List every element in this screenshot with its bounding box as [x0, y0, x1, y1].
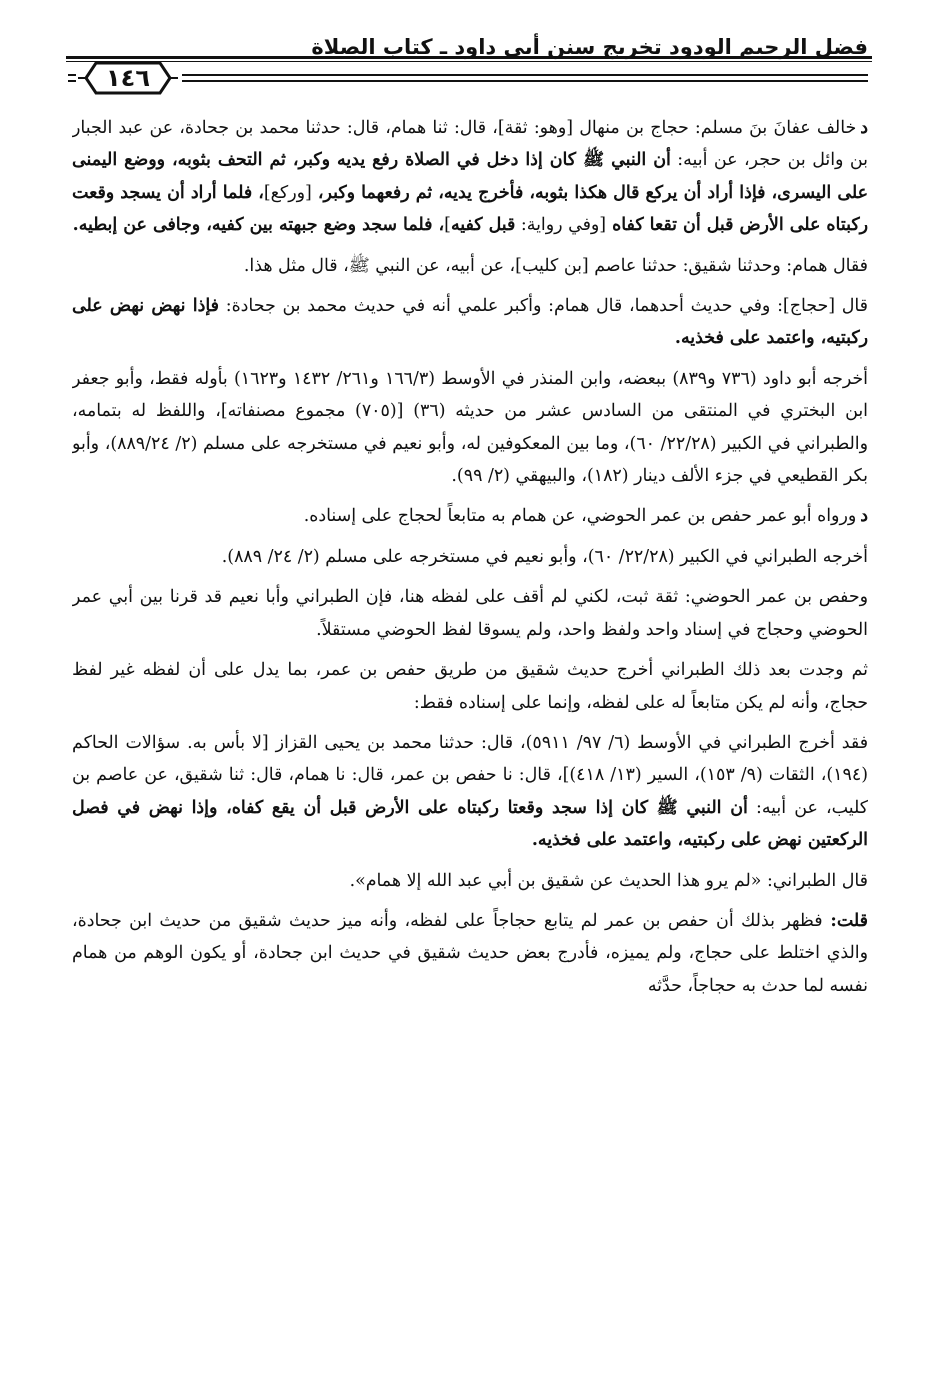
- bold-text-segment: أن النبي ﷺ كان إذا دخل في الصلاة رفع يديه وكبر، ثم التحف بثوبه، ووضع اليمنى على اليسرى، فإذا أراد أن يركع قال هكذا بثوبه، فأخرج يديه، ثم رفعهما وكبر،: [72, 150, 868, 203]
- text-segment: [وركع]: [263, 182, 312, 203]
- paragraph-p4: [72, 363, 868, 493]
- text-segment: فقد أخرج الطبراني في الأوسط (٦/ ٩٧/ ٥٩١١)، قال: حدثنا محمد بن يحيى القزاز [لا بأس به. سؤالات الحاكم (١٩٤)، الثقات (٩/ ١٥٣)، السير (١٣/ ٤١٨)]، قال: نا حفص بن عمر، قال: نا همام، قال: ثنا شقيق، عن عاصم بن كليب، عن أبيه:: [72, 732, 868, 818]
- bold-text-segment: ، فلما أراد أن يسجد وقعت ركبتاه على الأرض قبل أن تقعا كفاه: [72, 182, 868, 236]
- paragraph-bullet-icon: ﺩ: [860, 118, 868, 138]
- paragraph-p5: [72, 500, 868, 532]
- text-segment: قال [حجاج]: وفي حديث أحدهما، قال همام: وأكبر علمي أنه في حديث محمد بن جحادة:: [218, 296, 868, 317]
- page-number: ١٤٦: [106, 64, 150, 92]
- text-segment: أخرجه أبو داود (٧٣٦ و٨٣٩) ببعضه، وابن المنذر في الأوسط (١٦٦/٣ و٢٦١/ ١٤٣٢ و١٦٢٣) بأوله فقط، وأبو جعفر ابن البختري في المنتقى من السادس عشر من حديثه (٣٦) [(٧٠٥) مجموع مصنفاته]، واللفظ له بتمامه، والطبراني في الكبير (٢٢/٢٨/ ٦٠)، وما بين المعكوفين له، وأبو نعيم في مستخرجه على مسلم (٢/ ٨٨٩/٢٤)، وأبو بكر القطيعي في جزء الألف دينار (١٨٢)، والبيهقي (٢/ ٩٩).: [72, 368, 868, 487]
- paragraph-p11: [72, 905, 868, 1002]
- paragraph-p9: [72, 727, 868, 857]
- header-double-rule: [66, 56, 872, 62]
- paragraph-p1: [72, 112, 868, 242]
- text-segment: قال الطبراني: «لم يرو هذا الحديث عن شقيق بن أبي عبد الله إلا همام».: [349, 870, 868, 891]
- page-number-rule-left: [68, 74, 76, 82]
- text-segment: ثم وجدت بعد ذلك الطبراني أخرج حديث شقيق من طريق حفص بن عمر، بما يدل على أن لفظه غير لفظ حجاج، وأنه لم يكن متابعاً له على لفظه، وإنما على إسناده فقط:: [72, 660, 868, 713]
- running-header-title: فضل الرحيم الودود تخريج سنن أبي داود ـ كتاب الصلاة: [311, 35, 868, 59]
- page-number-badge: [76, 60, 180, 96]
- paragraph-p3: [72, 290, 868, 355]
- paragraph-bullet-icon: ﺩ: [860, 506, 868, 527]
- text-segment: وحفص بن عمر الحوضي: ثقة ثبت، لكني لم أقف على لفظه هنا، فإن الطبراني وأبا نعيم قد قرنا بين أبي عمر الحوضي وحجاج في إسناد واحد ولفظ واحد، ولم يسوقا لفظ الحوضي مستقلاً.: [72, 587, 868, 640]
- text-segment: ورواه أبو عمر حفص بن عمر الحوضي، عن همام به متابعاً لحجاج على إسناده.: [303, 506, 857, 527]
- bold-text-segment: قلت:: [822, 910, 868, 931]
- page-body: [72, 112, 868, 1390]
- text-segment: فظهر بذلك أن حفص بن عمر لم يتابع حجاجاً على لفظه، وأنه ميز حديث شقيق من حديث ابن جحادة، والذي اختلط على حجاج، ولم يميزه، فأدرج بعض حديث شقيق في حديث ابن جحادة، أو يكون الوهم من همام نفسه لما حدث به حجاجاً، حدَّثه: [72, 910, 868, 996]
- paragraph-p7: [72, 581, 868, 646]
- bold-text-segment: فإذا نهض نهض على ركبتيه، واعتمد على فخذيه.: [72, 296, 868, 349]
- bold-text-segment: قبل كفيه: [450, 215, 516, 236]
- paragraph-p2: [72, 250, 868, 282]
- text-segment: فقال همام: وحدثنا شقيق: حدثنا عاصم [بن كليب]، عن أبيه، عن النبي ﷺ، قال مثل هذا.: [243, 255, 868, 276]
- text-segment: خالف عفانَ بنَ مسلم: حجاج بن منهال [وهو: ثقة]، قال: ثنا همام، قال: حدثنا محمد بن جحادة، عن عبد الجبار بن وائل بن حجر، عن أبيه:: [72, 118, 868, 171]
- text-segment: [وفي رواية:: [515, 215, 607, 236]
- paragraph-p6: [72, 541, 868, 573]
- text-segment: ]: [444, 215, 451, 236]
- text-segment: أخرجه الطبراني في الكبير (٢٢/٢٨/ ٦٠)، وأبو نعيم في مستخرجه على مسلم (٢/ ٢٤/ ٨٨٩).: [221, 546, 868, 567]
- paragraph-p10: [72, 865, 868, 897]
- bold-text-segment: أن النبي ﷺ كان إذا سجد وقعتا ركبتاه على الأرض قبل أن يقع كفاه، وإذا نهض في فصل الركعتين نهض على ركبتيه، واعتمد على فخذيه.: [72, 797, 868, 851]
- bold-text-segment: ، فلما سجد وضع جبهته بين كفيه، وجافى عن إبطيه.: [72, 215, 445, 236]
- paragraph-p8: [72, 654, 868, 719]
- page-number-rule-right: [182, 74, 868, 82]
